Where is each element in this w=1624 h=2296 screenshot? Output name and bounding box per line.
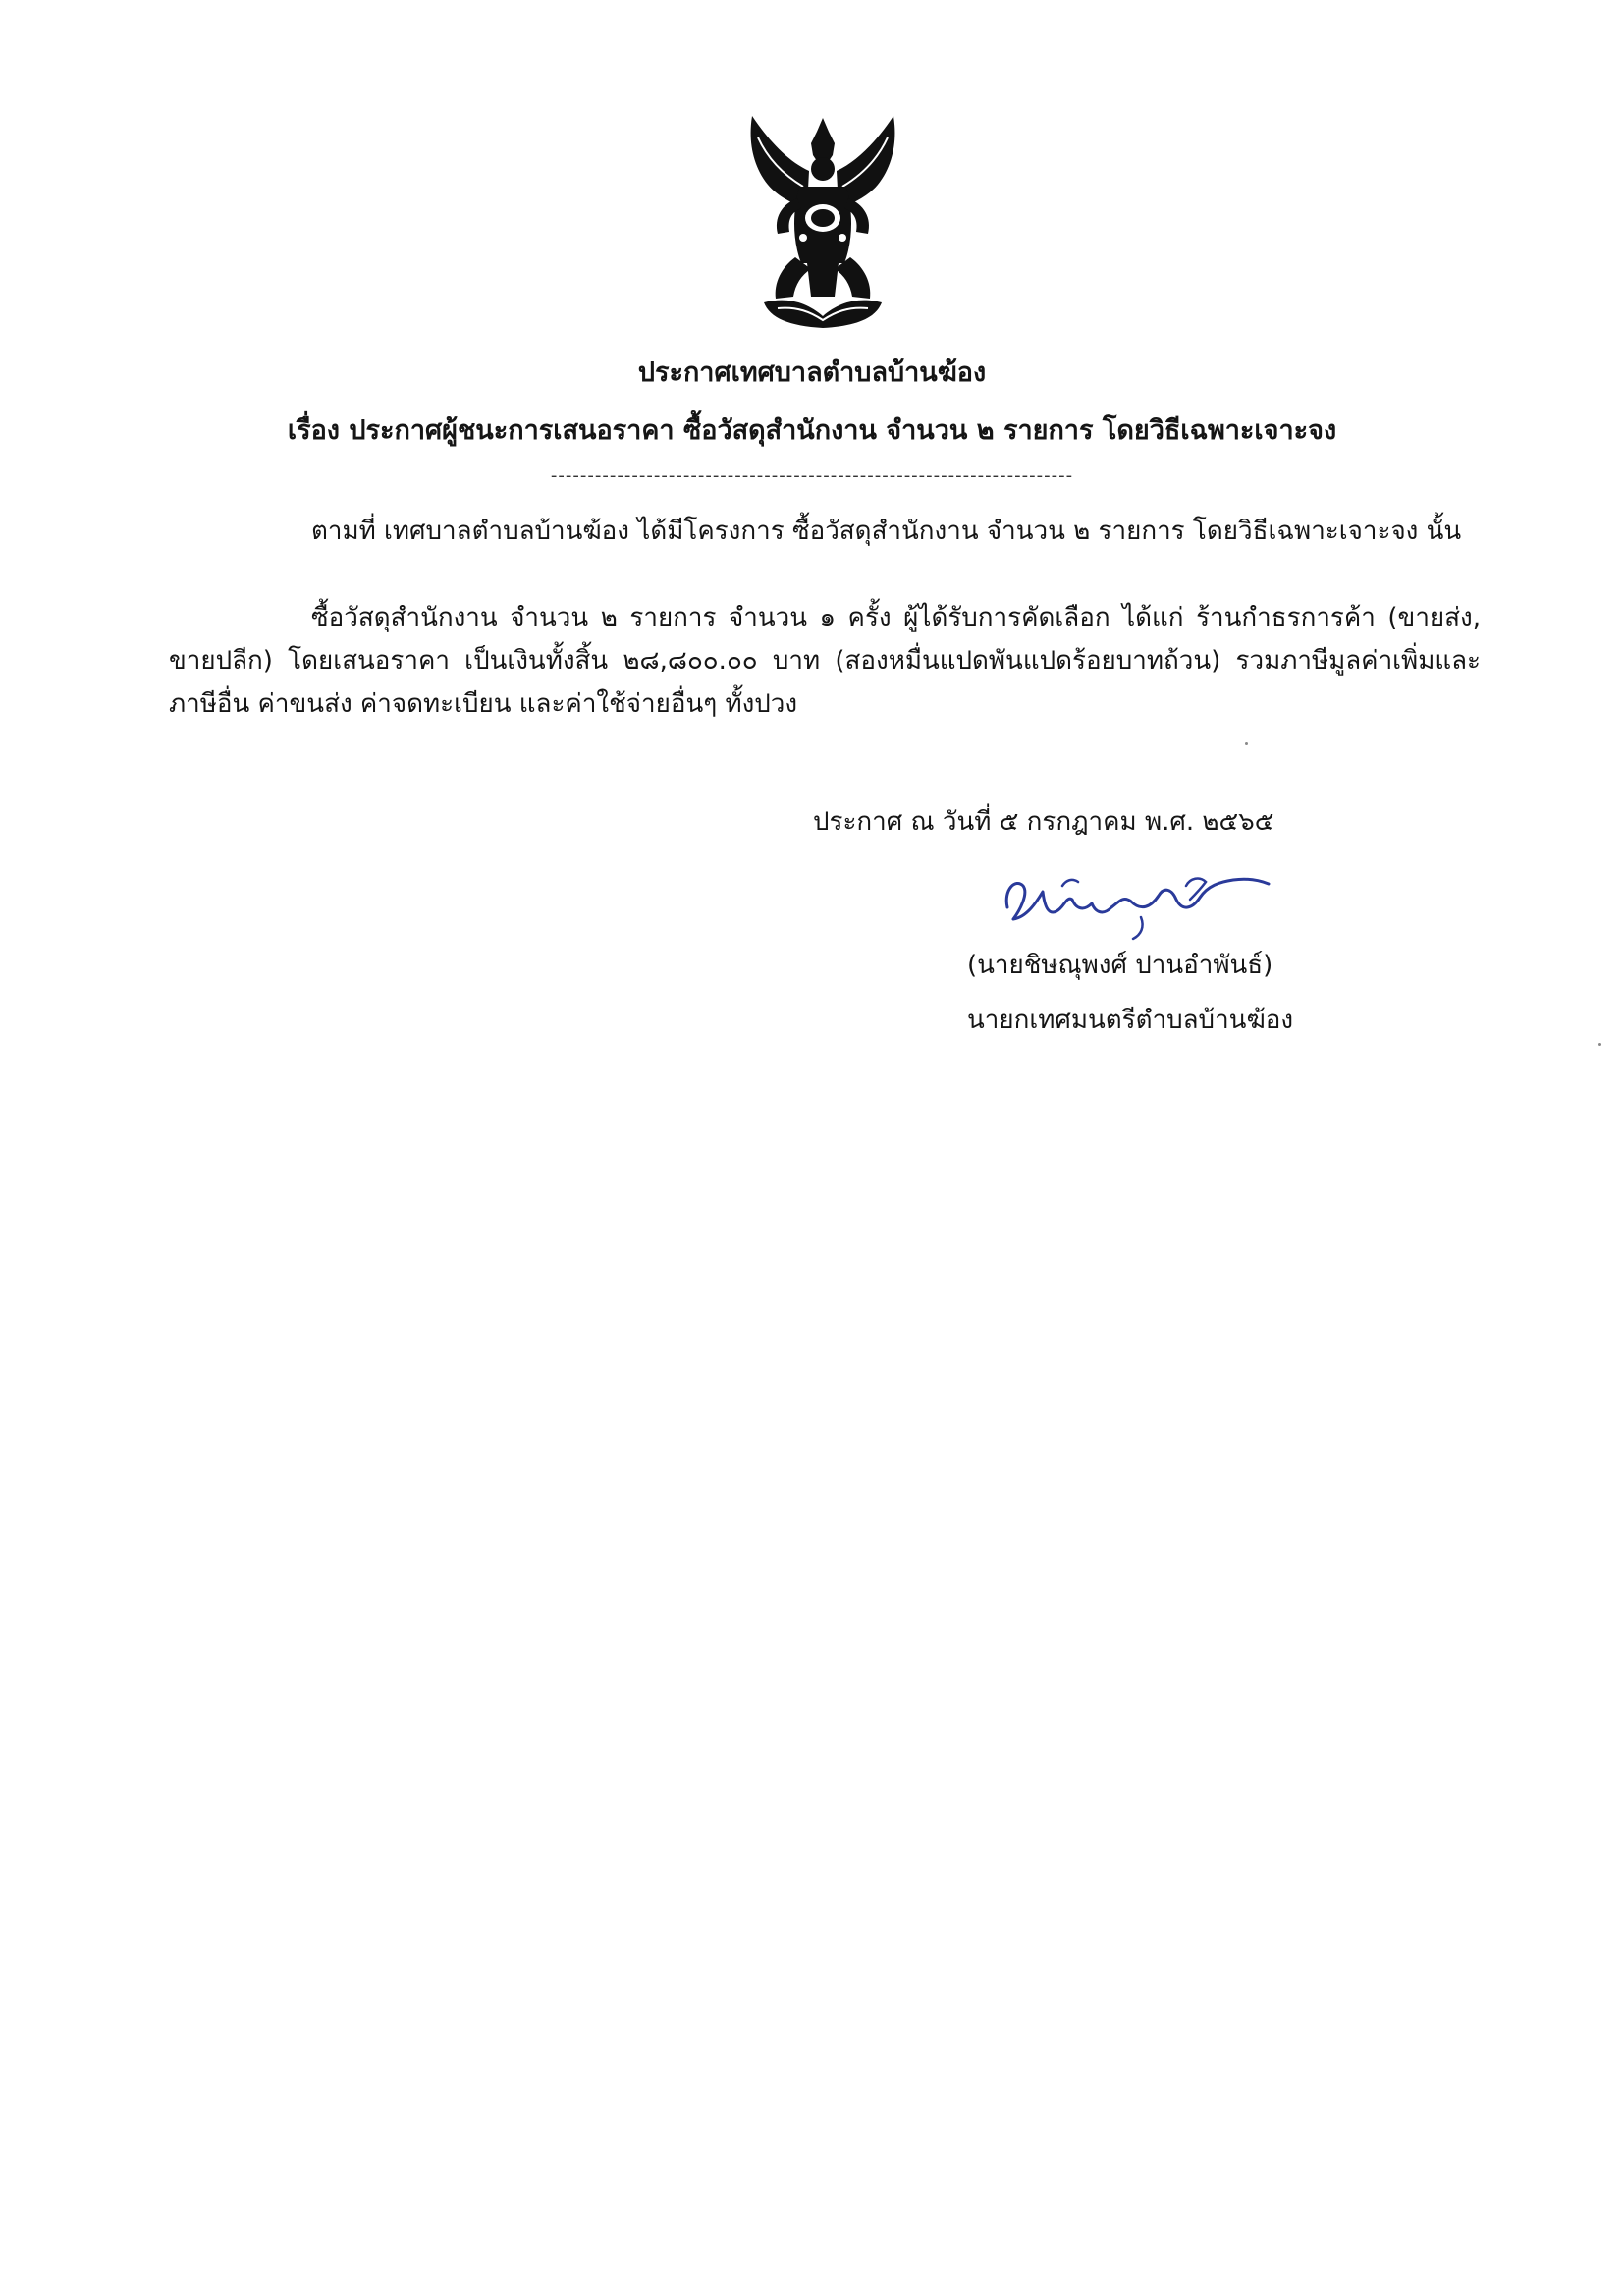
signer-position: นายกเทศมนตรีตำบลบ้านฆ้อง <box>967 1006 1294 1035</box>
garuda-emblem-icon <box>738 110 907 330</box>
scan-speck <box>1598 1043 1601 1046</box>
announcement-subject: เรื่อง ประกาศผู้ชนะการเสนอราคา ซื้อวัสดุสำนักงาน จำนวน ๒ รายการ โดยวิธีเฉพาะเจาะจง <box>287 415 1337 446</box>
signer-name: (นายชิษณุพงศ์ ปานอำพันธ์) <box>967 951 1273 980</box>
body-paragraph-2: ซื้อวัสดุสำนักงาน จำนวน ๒ รายการ จำนวน ๑ ครั้ง ผู้ได้รับการคัดเลือก ได้แก่ ร้านกำธรการค้า (ขายส่ง, ขายปลีก) โดยเสนอราคา เป็นเงินทั้งสิ้น ๒๘,๘๐๐.๐๐ บาท (สองหมื่นแปดพันแปดร้อยบาทถ้วน) รวมภาษีมูลค่าเพิ่มและภาษีอื่น ค่าขนส่ง ค่าจดทะเบียน และค่าใช้จ่ายอื่นๆ ทั้งปวง <box>169 603 1481 719</box>
title-separator: ----------------------------------------------------------------------- <box>550 465 1074 486</box>
announcement-date: ประกาศ ณ วันที่ ๕ กรกฎาคม พ.ศ. ๒๕๖๕ <box>813 807 1274 837</box>
scan-speck <box>1245 742 1248 745</box>
announcement-title: ประกาศเทศบาลตำบลบ้านฆ้อง <box>637 357 987 388</box>
body-paragraph-1: ตามที่ เทศบาลตำบลบ้านฆ้อง ได้มีโครงการ ซื้อวัสดุสำนักงาน จำนวน ๒ รายการ โดยวิธีเฉพาะเจาะจง นั้น <box>311 517 1462 546</box>
handwritten-signature-icon <box>994 856 1278 943</box>
